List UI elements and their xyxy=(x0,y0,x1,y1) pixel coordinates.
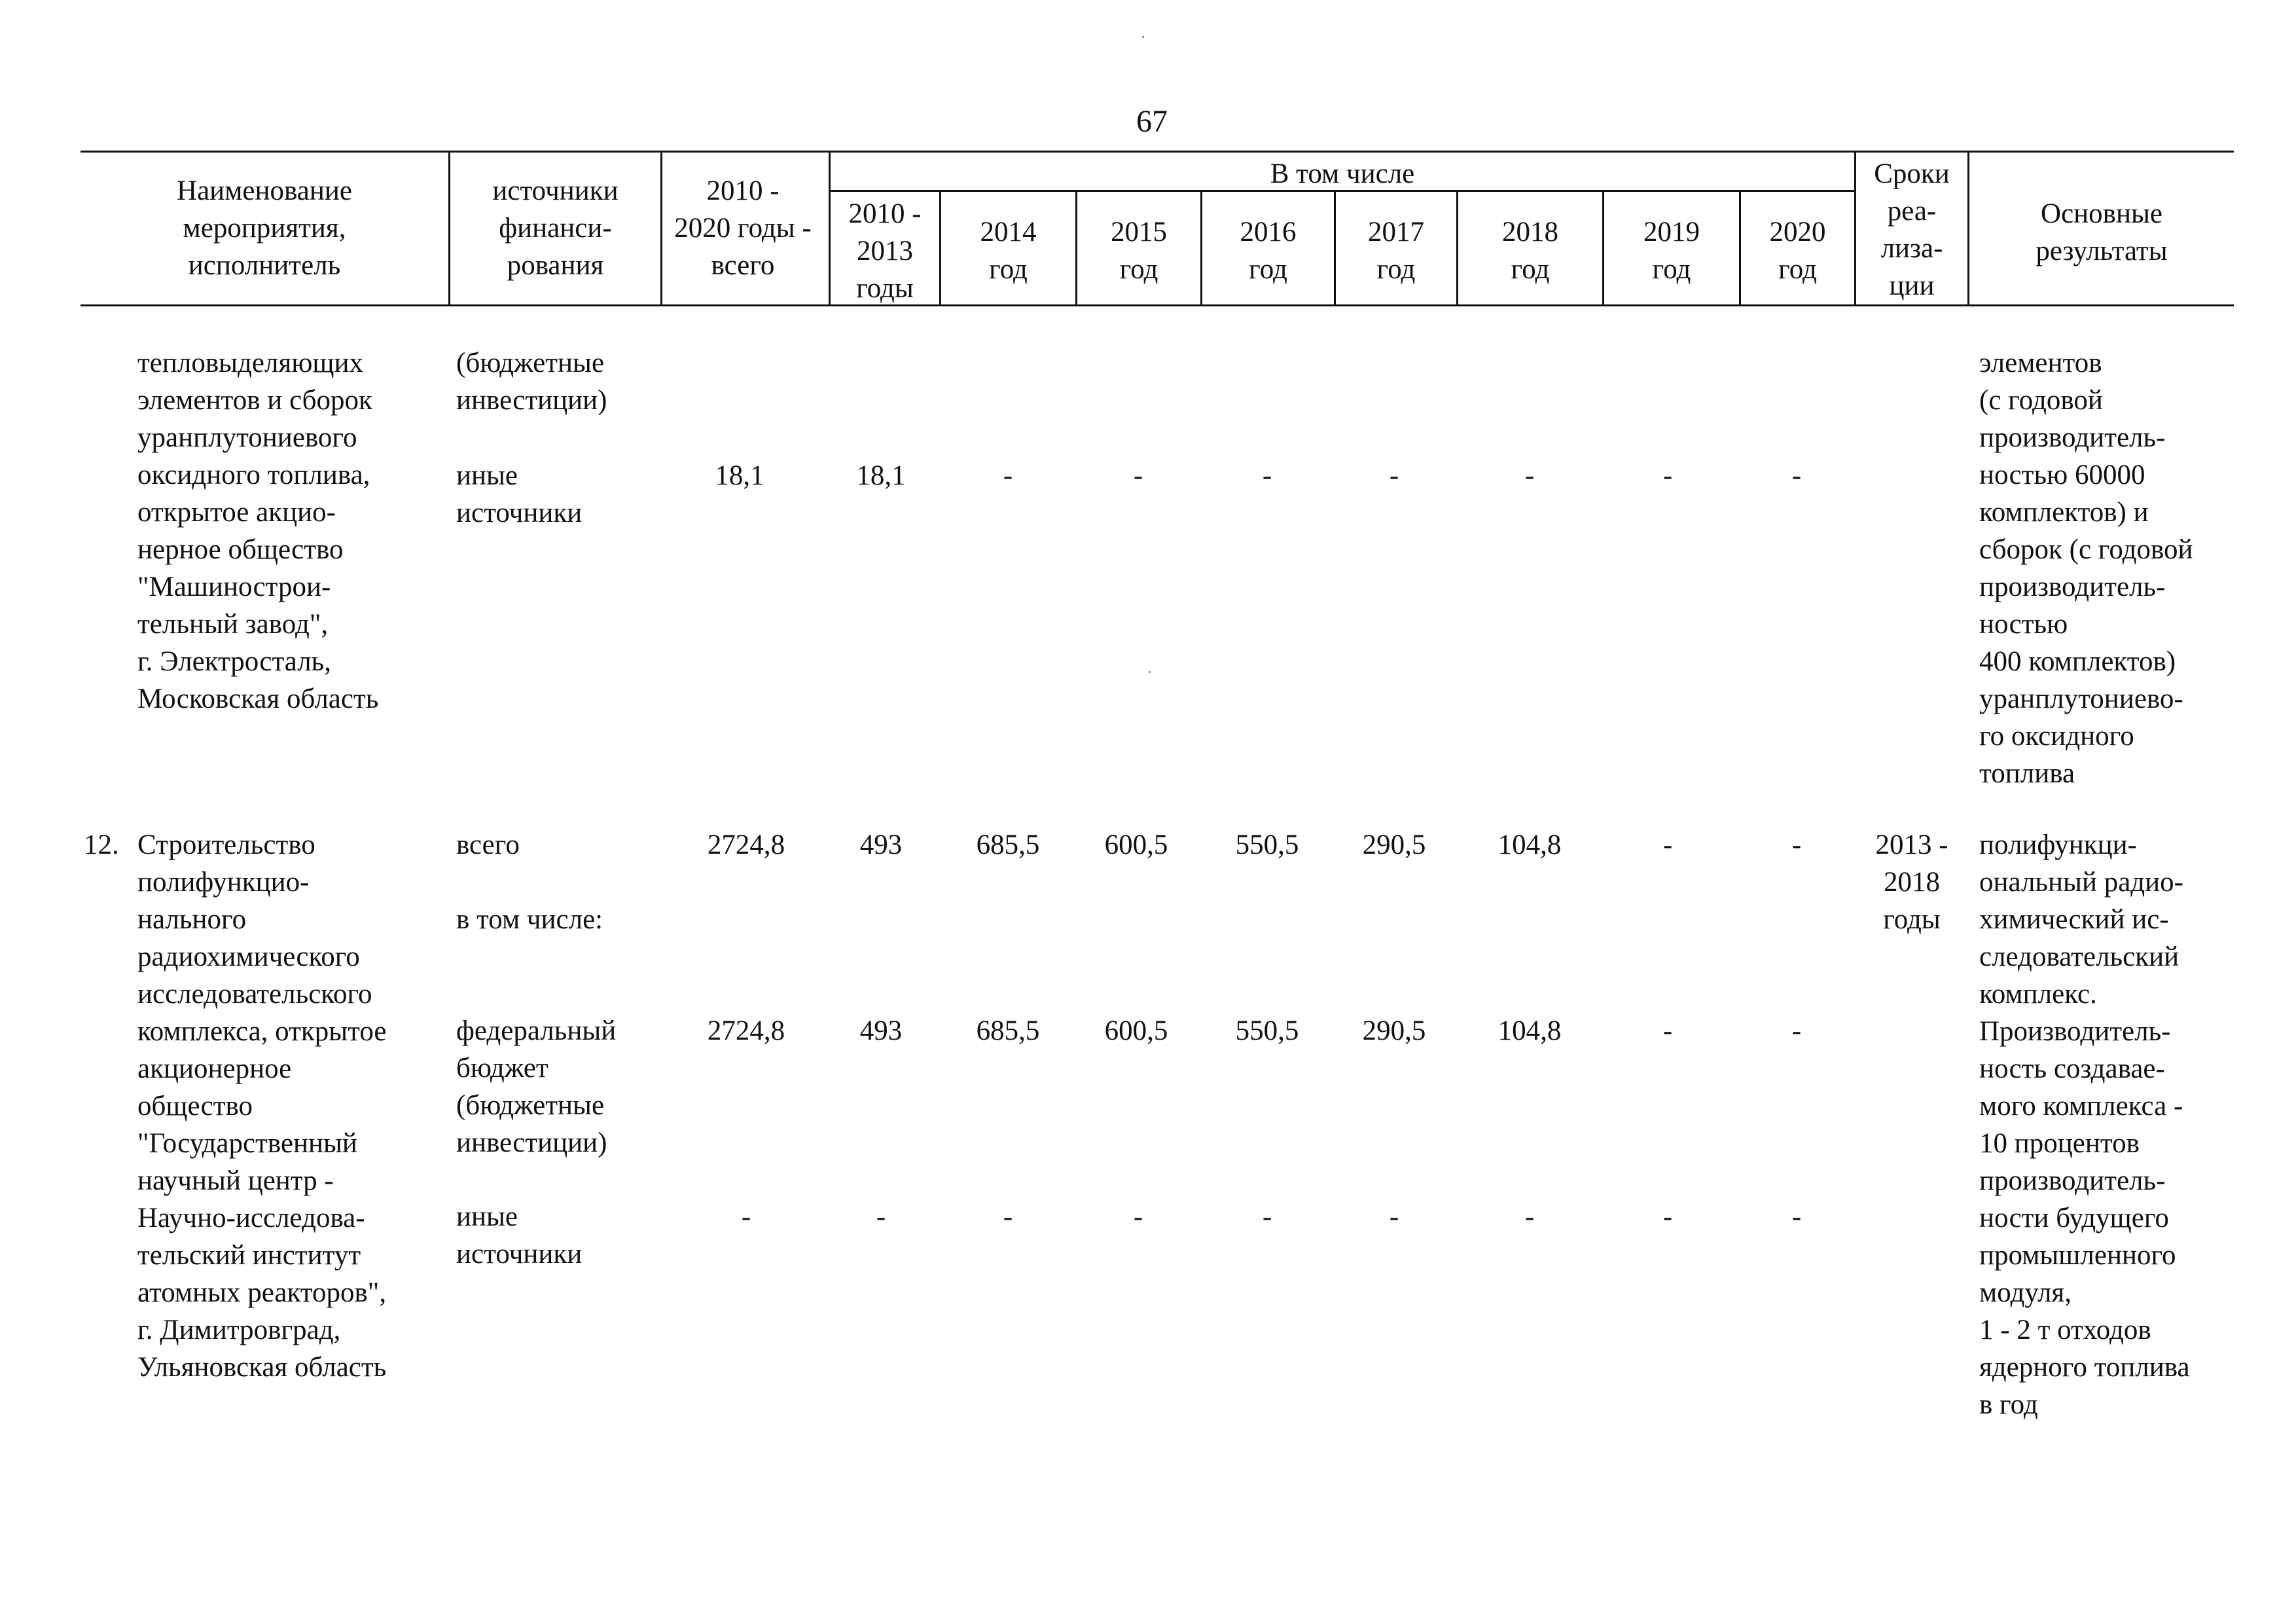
header-including: В том числе xyxy=(1270,158,1415,189)
header-name: Наименование мероприятия, исполнитель xyxy=(177,175,352,281)
row-12-source-total: всего xyxy=(456,830,520,860)
cell-value: 290,5 xyxy=(1362,1015,1426,1046)
row-12-source-federal: федеральный бюджет (бюджетные инвестиции) xyxy=(456,1015,617,1158)
cell-value: - xyxy=(1262,460,1272,491)
cell-value: 550,5 xyxy=(1235,1015,1299,1046)
cell-value: - xyxy=(1791,460,1802,491)
row-continued-source-other: иные источники xyxy=(456,460,583,528)
header-terms: Сроки реа- лиза- ции xyxy=(1874,158,1950,301)
header-2018: 2018 год xyxy=(1502,217,1558,285)
header-2015: 2015 год xyxy=(1111,217,1167,285)
cell-value: 104,8 xyxy=(1498,1015,1562,1046)
row-continued-name: тепловыделяющих элементов и сборок уранплутониевого оксидного топлива, открытое акцио- нерное общество "Машинострои- тельный завод", г. Электросталь, Московская область xyxy=(137,348,379,714)
header-2010-2013: 2010 - 2013 годы xyxy=(848,198,922,304)
cell-value: 104,8 xyxy=(1498,830,1562,860)
cell-value: 685,5 xyxy=(976,830,1040,860)
cell-value: - xyxy=(1133,460,1143,491)
cell-value: - xyxy=(1662,1201,1673,1232)
cell-value: - xyxy=(1791,1201,1802,1232)
cell-value: 18,1 xyxy=(856,460,906,491)
cell-value: 290,5 xyxy=(1362,830,1426,860)
cell-value: 550,5 xyxy=(1235,830,1299,860)
cell-value: - xyxy=(1003,1201,1013,1232)
cell-value: 600,5 xyxy=(1104,830,1168,860)
cell-value: - xyxy=(1524,460,1535,491)
row-12-results: полифункци- ональный радио- химический ис- следовательский комплекс. Производитель- ность создавае- мого комплекса - 10 процентов производитель- ности будущего промышленного модуля, 1 - 2 т отходов ядерного топлива в год xyxy=(1979,830,2190,1420)
cell-value: - xyxy=(1262,1201,1272,1232)
cell-value: - xyxy=(1524,1201,1535,1232)
cell-value: 18,1 xyxy=(715,460,764,491)
row-12-number: 12. xyxy=(84,830,119,860)
row-continued-results: элементов (с годовой производитель- ностью 60000 комплектов) и сборок (с годовой производитель- ностью 400 комплектов) уранплутониево- го оксидного топлива xyxy=(1979,348,2193,789)
cell-value: - xyxy=(1133,1201,1143,1232)
table-header-bottom-border xyxy=(81,304,2234,306)
header-sources: источники финанси- рования xyxy=(492,175,619,281)
cell-value: - xyxy=(741,1201,751,1232)
page-number: 67 xyxy=(1136,104,1168,139)
cell-value: - xyxy=(1662,830,1673,860)
row-12-name: Строительство полифункцио- нального радиохимического исследовательского комплекса, открытое акционерное общество "Государственный научный центр - Научно-исследова- тельский институт атомных реакторов", г. Димитровград, Ульяновская область xyxy=(137,830,387,1383)
cell-value: - xyxy=(1791,830,1802,860)
header-2016: 2016 год xyxy=(1240,217,1297,285)
cell-value: - xyxy=(1003,460,1013,491)
cell-value: - xyxy=(1662,460,1673,491)
header-2019: 2019 год xyxy=(1643,217,1700,285)
cell-value: 493 xyxy=(859,1015,903,1046)
cell-value: 685,5 xyxy=(976,1015,1040,1046)
cell-value: - xyxy=(1662,1015,1673,1046)
row-12-source-including: в том числе: xyxy=(456,904,603,935)
cell-value: 493 xyxy=(859,830,903,860)
cell-value: 2724,8 xyxy=(707,830,785,860)
header-2020: 2020 год xyxy=(1769,217,1826,285)
scan-speck xyxy=(1149,671,1151,673)
header-2017: 2017 год xyxy=(1368,217,1424,285)
header-2014: 2014 год xyxy=(980,217,1037,285)
cell-value: 2724,8 xyxy=(707,1015,785,1046)
row-12-source-other: иные источники xyxy=(456,1201,583,1269)
cell-value: - xyxy=(1389,1201,1399,1232)
header-results: Основные результаты xyxy=(2036,198,2168,266)
header-total: 2010 - 2020 годы - всего xyxy=(674,175,812,281)
cell-value: - xyxy=(1791,1015,1802,1046)
cell-value: - xyxy=(876,1201,886,1232)
cell-value: - xyxy=(1389,460,1399,491)
table-top-border xyxy=(81,151,2234,153)
cell-value: 600,5 xyxy=(1104,1015,1168,1046)
scan-speck xyxy=(1142,36,1144,38)
row-12-terms: 2013 - 2018 годы xyxy=(1875,830,1948,935)
row-continued-source-budget: (бюджетные инвестиции) xyxy=(456,348,607,416)
